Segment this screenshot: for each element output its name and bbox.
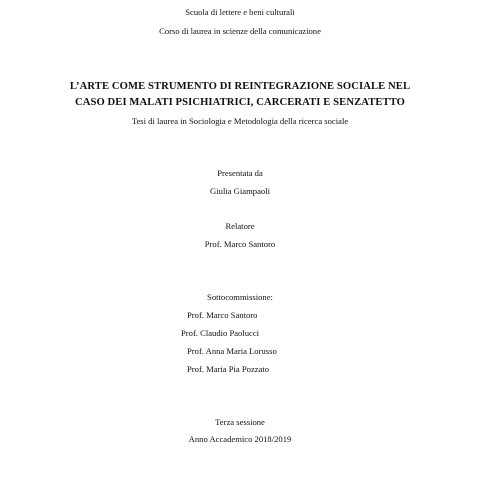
subcommission-label: Sottocommissione: xyxy=(207,292,273,302)
presenter-label: Presentata da xyxy=(217,168,263,178)
subcommission-member: Prof. Anna Maria Lorusso xyxy=(187,346,277,356)
thesis-subtitle: Tesi di laurea in Sociologia e Metodologia della ricerca sociale xyxy=(131,116,349,126)
subcommission-member: Prof. Maria Pia Pozzato xyxy=(187,364,270,374)
thesis-title-line-2: CASO DEI MALATI PSICHIATRICI, CARCERATI E SENZATETTO xyxy=(74,97,406,108)
presenter-name: Giulia Giampaoli xyxy=(210,186,270,196)
session-label: Terza sessione xyxy=(215,417,265,427)
subcommission-member: Prof. Marco Santoro xyxy=(187,310,258,320)
advisor-label: Relatore xyxy=(225,221,255,231)
advisor-name: Prof. Marco Santoro xyxy=(204,239,276,249)
thesis-title-line-1: L’ARTE COME STRUMENTO DI REINTEGRAZIONE SOCIALE NEL xyxy=(69,81,411,92)
degree-course: Corso di laurea in scienze della comunicazione xyxy=(159,26,321,36)
school-name: Scuola di lettere e beni culturali xyxy=(185,7,295,17)
subcommission-member: Prof. Claudio Paolucci xyxy=(181,328,260,338)
academic-year: Anno Accademico 2018/2019 xyxy=(188,434,292,444)
